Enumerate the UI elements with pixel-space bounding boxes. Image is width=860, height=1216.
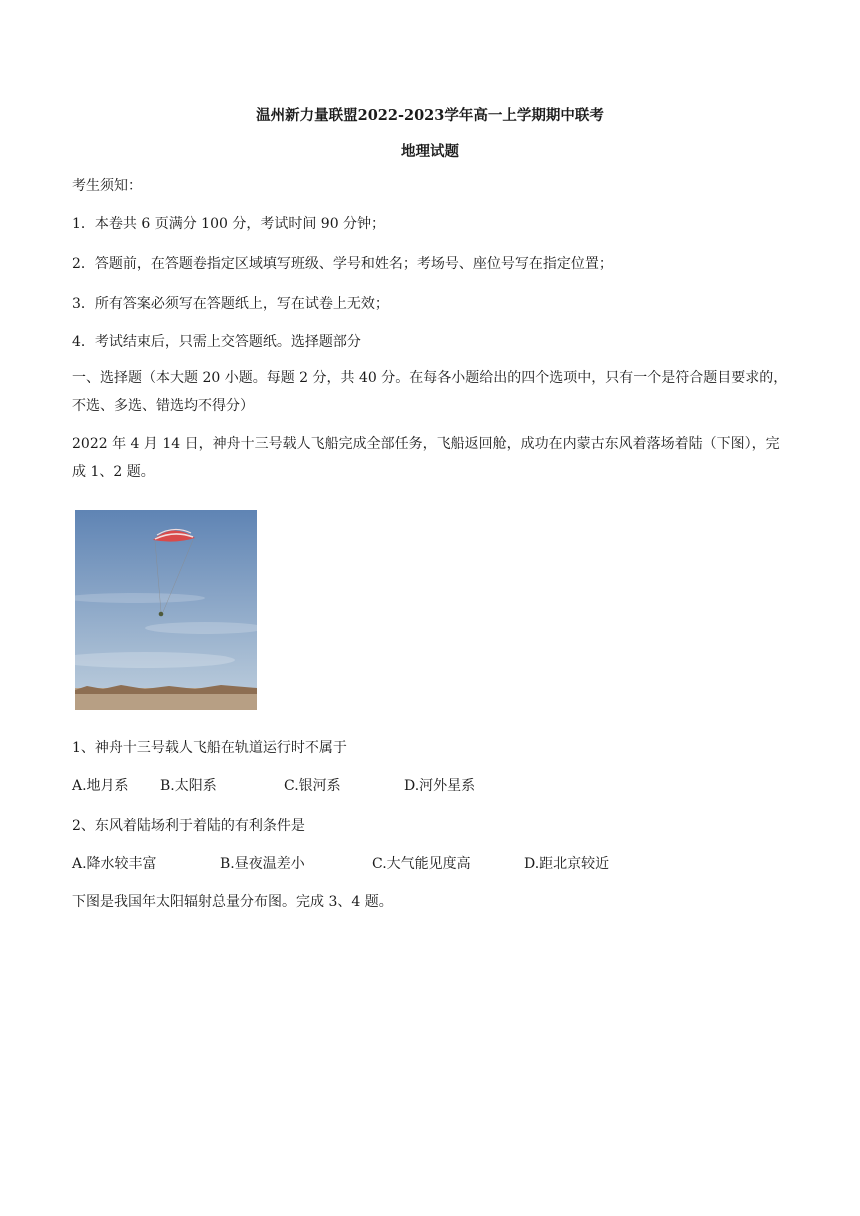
exam-title: 温州新力量联盟2022-2023学年高一上学期期中联考 xyxy=(256,107,604,124)
notice-item-4: 4．考试结束后，只需上交答题纸。选择题部分 xyxy=(72,334,361,350)
option-b[interactable]: B.太阳系 xyxy=(160,778,217,794)
option-d[interactable]: D.河外星系 xyxy=(404,778,476,794)
landing-photo-svg xyxy=(75,510,257,710)
return-capsule xyxy=(159,612,164,617)
question-1-options xyxy=(72,776,475,796)
question-2-stem: 2、东风着陆场利于着陆的有利条件是 xyxy=(72,818,305,834)
notice-heading: 考生须知： xyxy=(72,178,142,194)
option-a[interactable]: A.地月系 xyxy=(72,778,129,794)
passage-2: 下图是我国年太阳辐射总量分布图。完成 3、4 题。 xyxy=(72,894,393,910)
notice-item-3: 3．所有答案必须写在答题纸上，写在试卷上无效； xyxy=(72,296,389,312)
option-d[interactable]: D.距北京较近 xyxy=(524,856,610,872)
landing-photo xyxy=(75,510,257,710)
option-b[interactable]: B.昼夜温差小 xyxy=(220,856,305,872)
notice-item-2: 2．答题前，在答题卷指定区域填写班级、学号和姓名；考场号、座位号写在指定位置； xyxy=(72,256,613,272)
question-2-options xyxy=(72,854,609,874)
option-a[interactable]: A.降水较丰富 xyxy=(72,856,157,872)
subject-title: 地理试题 xyxy=(401,143,459,160)
passage-1: 2022 年 4 月 14 日，神舟十三号载人飞船完成全部任务，飞船返回舱，成功在内蒙古东风着落场着陆（下图），完成 1、2 题。 xyxy=(72,436,780,480)
option-c[interactable]: C.大气能见度高 xyxy=(372,856,471,872)
notice-item-1: 1．本卷共 6 页满分 100 分，考试时间 90 分钟； xyxy=(72,216,386,232)
section-heading: 一、选择题（本大题 20 小题。每题 2 分，共 40 分。在每各小题给出的四个选项中，只有一个是符合题目要求的，不选、多选、错选均不得分） xyxy=(72,370,788,414)
question-1-stem: 1、神舟十三号载人飞船在轨道运行时不属于 xyxy=(72,740,347,756)
option-c[interactable]: C.银河系 xyxy=(284,778,341,794)
